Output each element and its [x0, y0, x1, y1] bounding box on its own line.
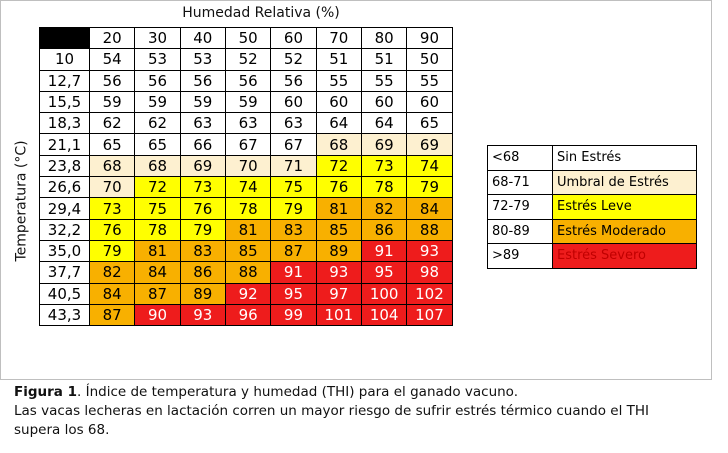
y-tick-label: 15,5: [40, 91, 90, 112]
heatmap-cell: 84: [90, 283, 135, 304]
legend-label: Estrés Severo: [553, 244, 697, 269]
heatmap-cell: 69: [361, 134, 406, 155]
heatmap-cell: 60: [361, 91, 406, 112]
heatmap-cell: 96: [225, 304, 270, 325]
x-tick-label: 20: [90, 28, 135, 49]
heatmap-cell: 90: [135, 304, 180, 325]
table-row: [40, 91, 453, 112]
heatmap-cell: 65: [407, 113, 452, 134]
heatmap-cell: 74: [407, 155, 452, 176]
heatmap-cell: 78: [225, 198, 270, 219]
x-tick-label: 40: [180, 28, 225, 49]
legend-label: Sin Estrés: [553, 146, 697, 171]
heatmap-cell: 76: [90, 219, 135, 240]
heatmap-cell: 91: [361, 240, 406, 261]
heatmap-cell: 53: [135, 49, 180, 70]
heatmap-cell: 76: [180, 198, 225, 219]
heatmap-cell: 68: [90, 155, 135, 176]
heatmap-cell: 79: [90, 240, 135, 261]
heatmap-cell: 51: [361, 49, 406, 70]
heatmap-cell: 98: [407, 262, 452, 283]
heatmap-cell: 89: [180, 283, 225, 304]
table-row: [40, 219, 453, 240]
heatmap-cell: 74: [225, 177, 270, 198]
y-tick-label: 40,5: [40, 283, 90, 304]
heatmap-cell: 59: [225, 91, 270, 112]
y-tick-label: 35,0: [40, 240, 90, 261]
heatmap-cell: 79: [407, 177, 452, 198]
heatmap-cell: 82: [90, 262, 135, 283]
table-row: [40, 134, 453, 155]
heatmap-cell: 52: [271, 49, 316, 70]
heatmap-cell: 72: [135, 177, 180, 198]
heatmap-cell: 95: [271, 283, 316, 304]
thi-heatmap-table: [39, 27, 453, 326]
heatmap-cell: 68: [135, 155, 180, 176]
figure-caption: [0, 380, 712, 453]
x-tick-label: 30: [135, 28, 180, 49]
y-axis-label: Temperatura (°C): [14, 140, 31, 262]
heatmap-cell: 84: [407, 198, 452, 219]
legend: [487, 145, 697, 269]
heatmap-cell: 86: [361, 219, 406, 240]
heatmap-cell: 54: [90, 49, 135, 70]
y-tick-label: 26,6: [40, 177, 90, 198]
heatmap-cell: 56: [180, 70, 225, 91]
y-axis-label-wrapper: [7, 41, 37, 361]
heatmap-cell: 67: [225, 134, 270, 155]
heatmap-cell: 52: [225, 49, 270, 70]
heatmap-cell: 56: [225, 70, 270, 91]
heatmap-cell: 63: [180, 113, 225, 134]
heatmap-cell: 60: [271, 91, 316, 112]
heatmap-cell: 86: [180, 262, 225, 283]
table-row: [40, 49, 453, 70]
table-row: [40, 113, 453, 134]
table-row: [40, 304, 453, 325]
heatmap-cell: 102: [407, 283, 452, 304]
heatmap-cell: 91: [271, 262, 316, 283]
heatmap-cell: 92: [225, 283, 270, 304]
heatmap-cell: 104: [361, 304, 406, 325]
heatmap-cell: 107: [407, 304, 452, 325]
legend-label: Estrés Moderado: [553, 219, 697, 244]
legend-row: [488, 170, 697, 195]
heatmap-cell: 60: [316, 91, 361, 112]
heatmap-cell: 70: [225, 155, 270, 176]
heatmap-cell: 65: [135, 134, 180, 155]
table-row: [40, 155, 453, 176]
x-tick-label: 90: [407, 28, 452, 49]
heatmap-cell: 50: [407, 49, 452, 70]
legend-row: [488, 146, 697, 171]
heatmap-cell: 62: [135, 113, 180, 134]
heatmap-cell: 56: [90, 70, 135, 91]
y-tick-label: 12,7: [40, 70, 90, 91]
table-row: [40, 177, 453, 198]
heatmap-cell: 87: [271, 240, 316, 261]
heatmap-cell: 100: [361, 283, 406, 304]
y-tick-label: 18,3: [40, 113, 90, 134]
heatmap-cell: 79: [180, 219, 225, 240]
heatmap-cell: 70: [90, 177, 135, 198]
heatmap-cell: 73: [90, 198, 135, 219]
heatmap-cell: 84: [135, 262, 180, 283]
legend-row: [488, 244, 697, 269]
heatmap-cell: 73: [361, 155, 406, 176]
heatmap-cell: 93: [316, 262, 361, 283]
x-axis-label: Humedad Relativa (%): [182, 5, 340, 21]
legend-label: Umbral de Estrés: [553, 170, 697, 195]
heatmap-cell: 87: [90, 304, 135, 325]
heatmap-cell: 62: [90, 113, 135, 134]
corner-cell: [40, 28, 90, 49]
heatmap-cell: 89: [316, 240, 361, 261]
heatmap-cell: 56: [271, 70, 316, 91]
heatmap-cell: 81: [225, 219, 270, 240]
y-tick-label: 29,4: [40, 198, 90, 219]
heatmap-cell: 55: [407, 70, 452, 91]
legend-row: [488, 195, 697, 220]
heatmap-cell: 66: [180, 134, 225, 155]
heatmap-cell: 76: [316, 177, 361, 198]
heatmap-cell: 78: [361, 177, 406, 198]
heatmap-cell: 56: [135, 70, 180, 91]
heatmap-cell: 79: [271, 198, 316, 219]
heatmap-cell: 85: [225, 240, 270, 261]
heatmap-cell: 59: [135, 91, 180, 112]
legend-row: [488, 219, 697, 244]
heatmap-cell: 69: [407, 134, 452, 155]
x-tick-label: 80: [361, 28, 406, 49]
heatmap-cell: 51: [316, 49, 361, 70]
caption-line1: . Índice de temperatura y humedad (THI) para el ganado vacuno.: [77, 384, 518, 400]
heatmap-cell: 67: [271, 134, 316, 155]
legend-label: Estrés Leve: [553, 195, 697, 220]
heatmap-cell: 101: [316, 304, 361, 325]
table-row: [40, 198, 453, 219]
x-tick-label: 60: [271, 28, 316, 49]
heatmap-cell: 64: [316, 113, 361, 134]
heatmap-cell: 88: [407, 219, 452, 240]
heatmap-cell: 83: [271, 219, 316, 240]
heatmap-cell: 60: [407, 91, 452, 112]
heatmap-cell: 99: [271, 304, 316, 325]
caption-label: Figura 1: [14, 384, 77, 400]
heatmap-cell: 93: [407, 240, 452, 261]
y-tick-label: 43,3: [40, 304, 90, 325]
heatmap-cell: 68: [316, 134, 361, 155]
heatmap-cell: 97: [316, 283, 361, 304]
legend-range: 72-79: [488, 195, 553, 220]
heatmap-cell: 75: [271, 177, 316, 198]
y-tick-label: 37,7: [40, 262, 90, 283]
heatmap-cell: 75: [135, 198, 180, 219]
heatmap-cell: 63: [271, 113, 316, 134]
heatmap-cell: 59: [90, 91, 135, 112]
table-row: [40, 70, 453, 91]
y-tick-label: 10: [40, 49, 90, 70]
x-tick-label: 70: [316, 28, 361, 49]
heatmap-cell: 65: [90, 134, 135, 155]
heatmap-cell: 88: [225, 262, 270, 283]
heatmap-cell: 82: [361, 198, 406, 219]
legend-range: 68-71: [488, 170, 553, 195]
heatmap-cell: 93: [180, 304, 225, 325]
heatmap-cell: 87: [135, 283, 180, 304]
heatmap-cell: 72: [316, 155, 361, 176]
legend-range: <68: [488, 146, 553, 171]
heatmap-cell: 69: [180, 155, 225, 176]
heatmap-cell: 85: [316, 219, 361, 240]
heatmap-cell: 64: [361, 113, 406, 134]
heatmap-cell: 95: [361, 262, 406, 283]
header-row: [40, 28, 453, 49]
y-tick-label: 21,1: [40, 134, 90, 155]
caption-line2: Las vacas lecheras en lactación corren un mayor riesgo de sufrir estrés térmico cuando el THI supera los 68.: [14, 403, 650, 438]
heatmap-cell: 59: [180, 91, 225, 112]
heatmap-cell: 81: [316, 198, 361, 219]
legend-range: 80-89: [488, 219, 553, 244]
table-row: [40, 262, 453, 283]
x-tick-label: 50: [225, 28, 270, 49]
y-tick-label: 32,2: [40, 219, 90, 240]
legend-range: >89: [488, 244, 553, 269]
heatmap-cell: 55: [316, 70, 361, 91]
heatmap-cell: 55: [361, 70, 406, 91]
table-row: [40, 283, 453, 304]
y-tick-label: 23,8: [40, 155, 90, 176]
table-row: [40, 240, 453, 261]
heatmap-cell: 78: [135, 219, 180, 240]
heatmap-cell: 81: [135, 240, 180, 261]
heatmap-cell: 53: [180, 49, 225, 70]
heatmap-cell: 71: [271, 155, 316, 176]
heatmap-cell: 73: [180, 177, 225, 198]
heatmap-cell: 83: [180, 240, 225, 261]
heatmap-cell: 63: [225, 113, 270, 134]
